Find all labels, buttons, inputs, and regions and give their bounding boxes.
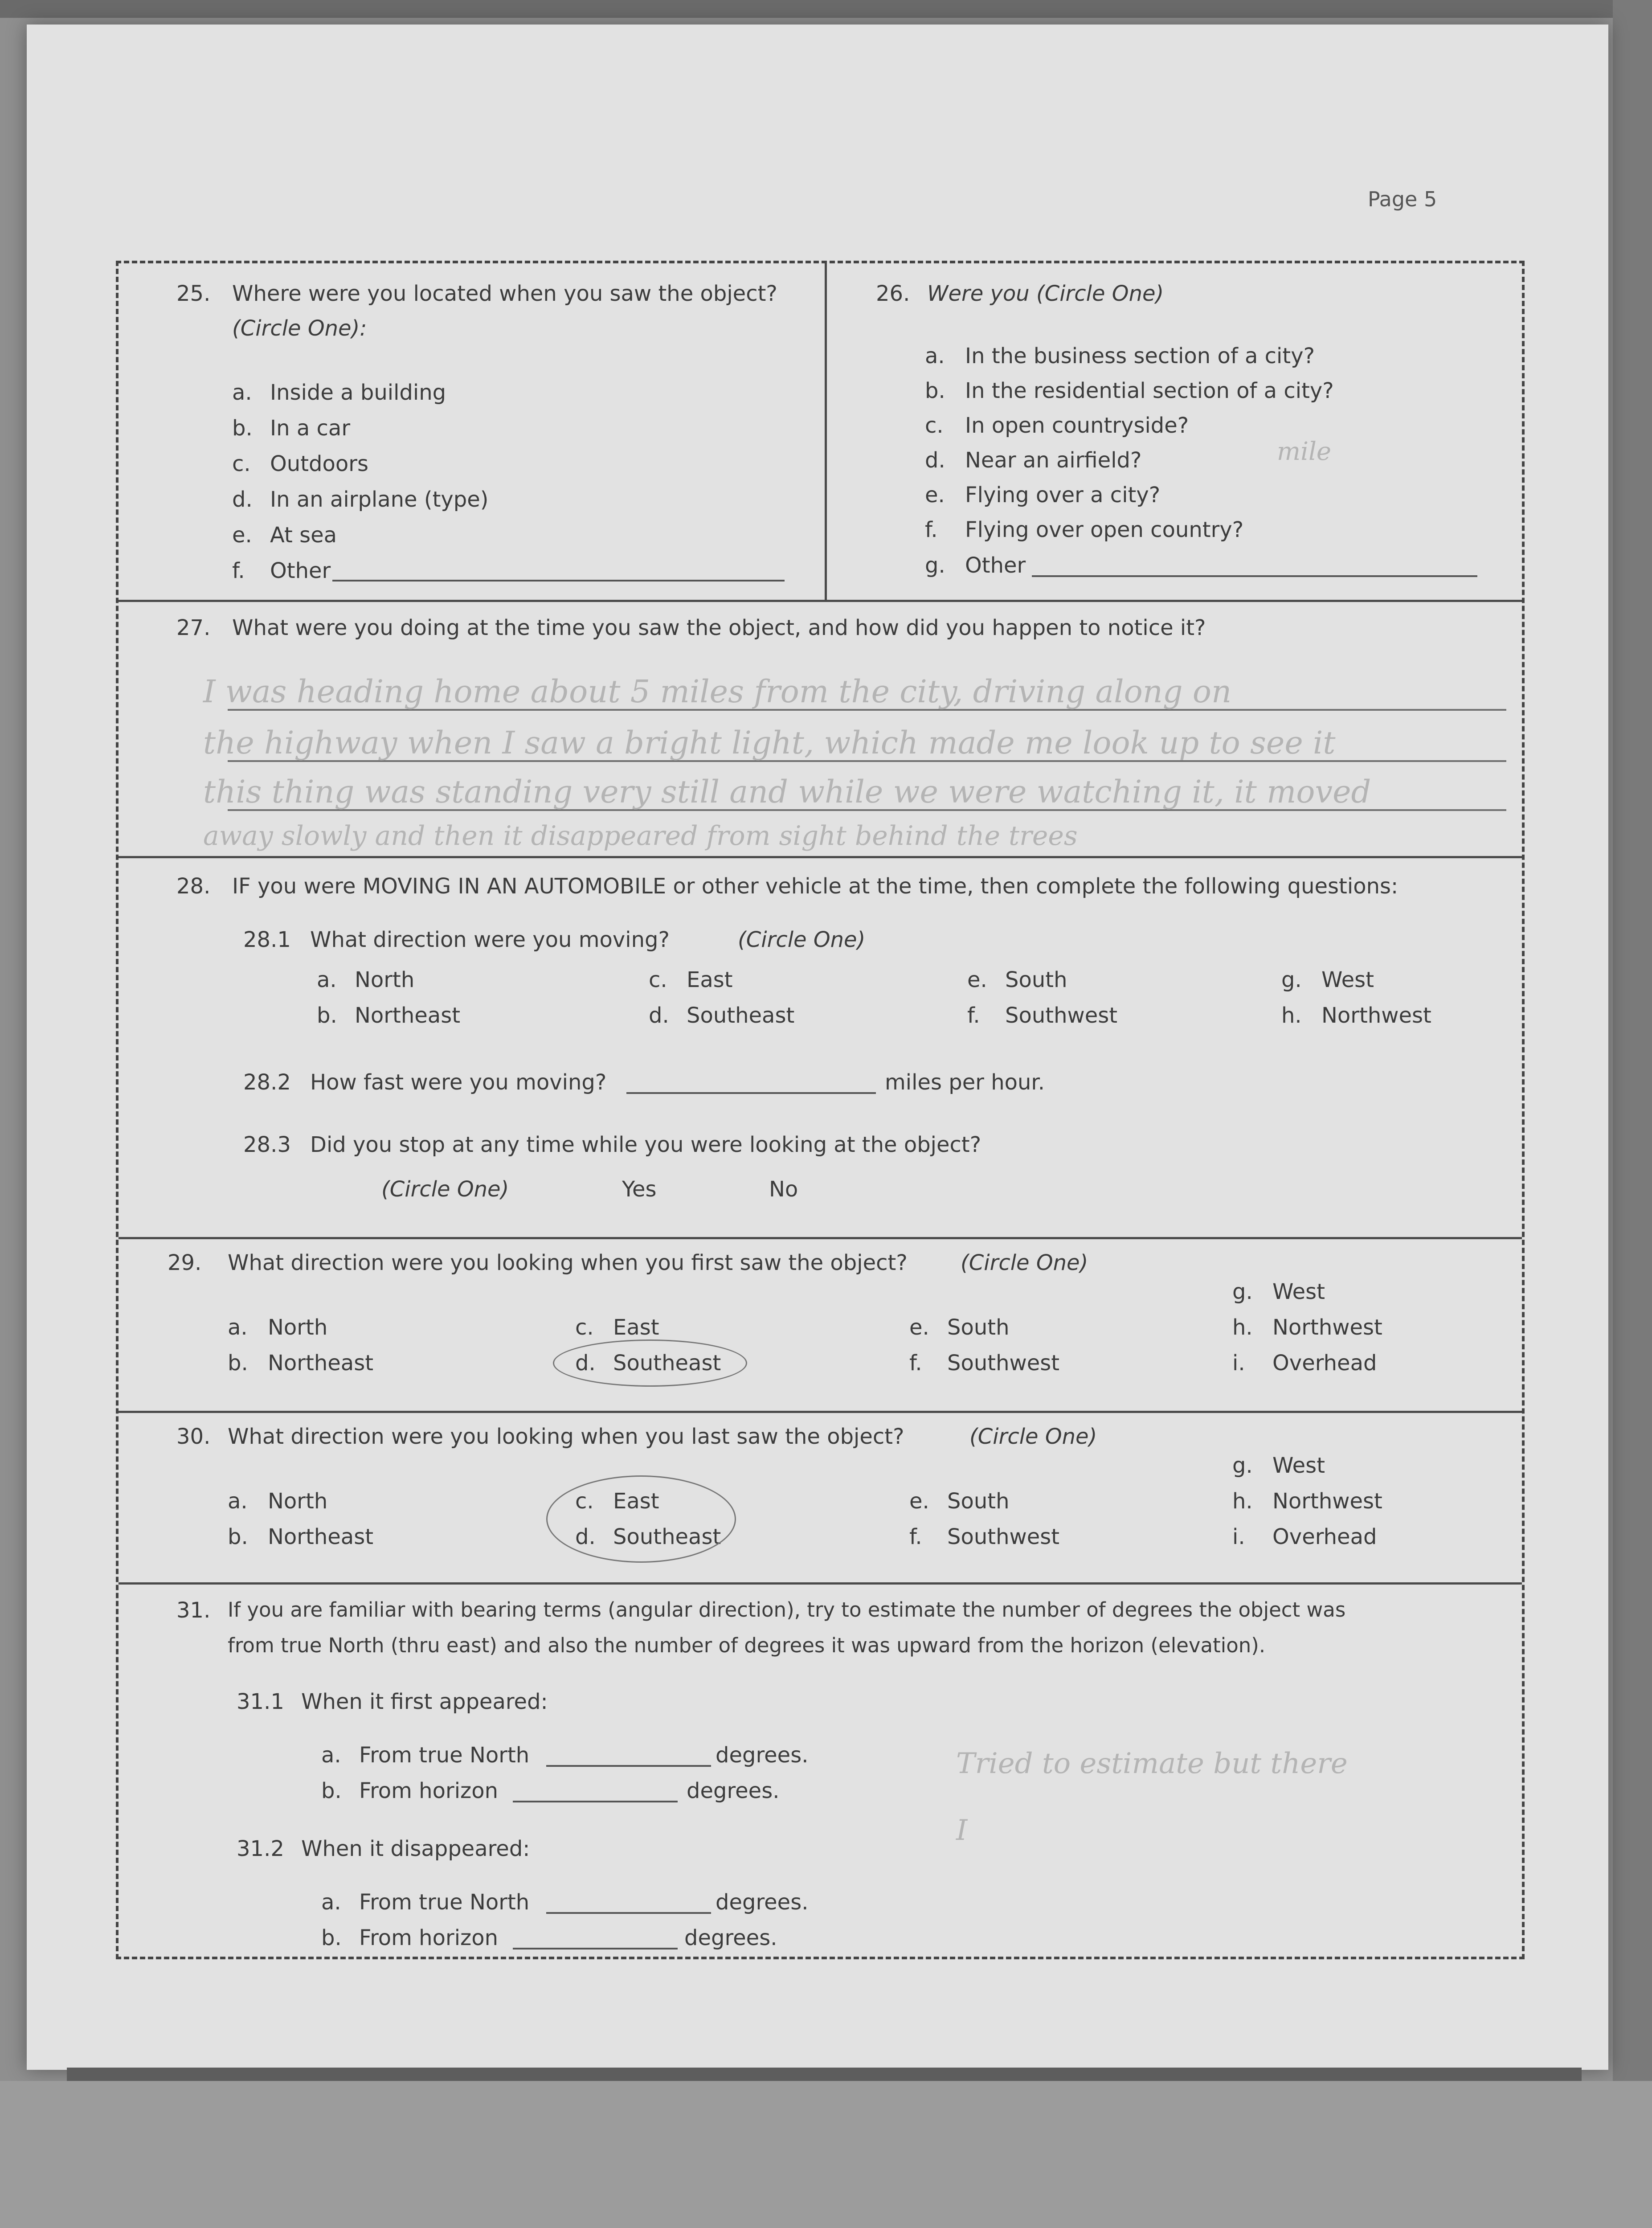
q28-option-northwest[interactable]: Northwest [1321,1003,1431,1028]
q27-number: 27. [176,615,211,640]
q25-option-inside-building[interactable]: Inside a building [270,380,446,405]
q25-instruction: (Circle One): [232,316,367,341]
q30-instruction: (Circle One) [969,1424,1097,1449]
divider-q28 [119,856,1522,858]
q30-option-northwest[interactable]: Northwest [1272,1489,1382,1514]
q26-option-letter[interactable]: d. [925,448,945,473]
q29-instruction: (Circle One) [961,1250,1088,1275]
q26-other-blank[interactable] [1032,557,1477,577]
q31-1-number: 31.1 [237,1689,284,1714]
q28-3-number: 28.3 [243,1132,291,1157]
q28-3-instruction: (Circle One) [381,1177,509,1202]
q28-option-letter[interactable]: d. [649,1003,669,1028]
q26-option-airfield[interactable]: Near an airfield? [965,448,1142,473]
q28-option-letter[interactable]: a. [317,967,337,992]
q29-option-letter[interactable]: c. [575,1315,594,1340]
q30-option-letter[interactable]: d. [575,1524,596,1549]
q30-option-letter[interactable]: f. [909,1524,922,1549]
divider-q30 [119,1411,1522,1413]
q28-option-letter[interactable]: e. [967,967,987,992]
q30-option-south[interactable]: South [947,1489,1010,1514]
form-page [27,25,1608,2070]
q25-option-letter[interactable]: b. [232,416,253,441]
q31-line-1: If you are familiar with bearing terms (angular direction), try to estimate the number of degrees the object was [228,1598,1346,1622]
q31-margin-note: I [956,1814,968,1847]
q26-option-letter[interactable]: a. [925,344,945,369]
q29-option-southeast[interactable]: Southeast [613,1351,721,1376]
q29-option-letter[interactable]: g. [1232,1279,1253,1304]
q28-2-number: 28.2 [243,1070,291,1095]
q27-handwriting-line: I was heading home about 5 miles from the city, driving along on [203,673,1232,710]
q29-southeast-circle-mark [553,1339,747,1387]
q27-handwriting-line: the highway when I saw a bright light, which made me look up to see it [203,725,1336,761]
q25-number: 25. [176,281,211,306]
q30-option-letter[interactable]: e. [909,1489,929,1514]
scan-right-edge [1613,0,1652,2228]
form-box [116,261,1525,1959]
q26-option-flying-city[interactable]: Flying over a city? [965,483,1161,508]
q28-option-letter[interactable]: c. [649,967,667,992]
q26-option-letter[interactable]: f. [925,517,938,542]
q29-option-northeast[interactable]: Northeast [268,1351,374,1376]
divider-q27 [119,600,1522,602]
q25-option-letter[interactable]: d. [232,487,253,512]
q31-1-b-letter: b. [321,1778,342,1803]
q29-option-letter[interactable]: f. [909,1351,922,1376]
q29-option-southwest[interactable]: Southwest [947,1351,1060,1376]
q27-handwriting-line: away slowly and then it disappeared from sight behind the trees [203,820,1078,852]
q29-option-letter[interactable]: h. [1232,1315,1253,1340]
q30-option-letter[interactable]: c. [575,1489,594,1514]
q29-option-west[interactable]: West [1272,1279,1325,1304]
q28-number: 28. [176,874,211,899]
q26-margin-note: mile [1277,437,1332,466]
q31-2-b-letter: b. [321,1925,342,1950]
q27-handwriting-line: this thing was standing very still and while we were watching it, it moved [203,774,1371,810]
q28-2-speed-blank[interactable] [626,1074,876,1094]
q26-option-business[interactable]: In the business section of a city? [965,344,1315,369]
q26-option-letter[interactable]: e. [925,483,945,508]
q30-question: What direction were you looking when you last saw the object? [228,1424,904,1449]
q29-option-north[interactable]: North [268,1315,328,1340]
q31-2-b-label: From horizon [359,1925,499,1950]
scan-top-edge [0,0,1652,18]
q26-option-residential[interactable]: In the residential section of a city? [965,378,1334,403]
q31-margin-note: Tried to estimate but there [956,1747,1348,1780]
q28-option-east[interactable]: East [687,967,733,992]
q26-option-letter[interactable]: g. [925,553,945,578]
q26-option-letter[interactable]: c. [925,413,944,438]
q30-option-west[interactable]: West [1272,1453,1325,1478]
paper-shadow [67,2068,1582,2081]
q31-1-b-label: From horizon [359,1778,499,1803]
q29-number: 29. [168,1250,202,1275]
q30-option-north[interactable]: North [268,1489,328,1514]
q31-1-question: When it first appeared: [301,1689,548,1714]
q28-3-yes[interactable]: Yes [622,1177,657,1202]
scan-background [0,2081,1652,2228]
q31-2-a-letter: a. [321,1890,341,1915]
q30-option-southeast[interactable]: Southeast [613,1524,721,1549]
q31-2-horizon-blank[interactable] [513,1930,678,1950]
q31-1-a-letter: a. [321,1743,341,1768]
q28-2-question: How fast were you moving? [310,1070,607,1095]
q30-number: 30. [176,1424,211,1449]
q25-option-in-car[interactable]: In a car [270,416,351,441]
q28-1-instruction: (Circle One) [738,927,866,952]
q28-option-letter[interactable]: b. [317,1003,337,1028]
q28-1-question: What direction were you moving? [310,927,670,952]
q26-option-other[interactable]: Other [965,553,1026,578]
q30-option-overhead[interactable]: Overhead [1272,1524,1377,1549]
q29-option-northwest[interactable]: Northwest [1272,1315,1382,1340]
q31-1-horizon-blank[interactable] [513,1783,678,1802]
q31-2-number: 31.2 [237,1836,284,1861]
q29-question: What direction were you looking when you first saw the object? [228,1250,908,1275]
q29-option-letter[interactable]: b. [228,1351,248,1376]
q30-option-letter[interactable]: h. [1232,1489,1253,1514]
q31-2-question: When it disappeared: [301,1836,530,1861]
q31-2-north-blank[interactable] [546,1894,711,1914]
q29-option-letter[interactable]: a. [228,1315,248,1340]
q31-2-a-suffix: degrees. [716,1890,809,1915]
q25-option-at-sea[interactable]: At sea [270,523,337,548]
q27-question: What were you doing at the time you saw the object, and how did you happen to notice it? [232,615,1206,640]
q28-option-northeast[interactable]: Northeast [355,1003,461,1028]
q28-option-west[interactable]: West [1321,967,1374,992]
q25-option-airplane[interactable]: In an airplane (type) [270,487,489,512]
q25-option-outdoors[interactable]: Outdoors [270,451,368,476]
q25-other-blank[interactable] [332,562,785,582]
q28-3-no[interactable]: No [769,1177,798,1202]
q25-question: Where were you located when you saw the object? [232,281,777,306]
divider-q31 [119,1582,1522,1585]
q28-option-southwest[interactable]: Southwest [1005,1003,1118,1028]
q31-1-a-label: From true North [359,1743,530,1768]
q30-option-northeast[interactable]: Northeast [268,1524,374,1549]
q26-number: 26. [876,281,910,306]
q30-option-southwest[interactable]: Southwest [947,1524,1060,1549]
q25-option-letter[interactable]: a. [232,380,252,405]
q31-2-a-label: From true North [359,1890,530,1915]
q29-option-east[interactable]: East [613,1315,659,1340]
q25-option-letter[interactable]: e. [232,523,252,548]
q29-option-letter[interactable]: e. [909,1315,929,1340]
q31-1-a-suffix: degrees. [716,1743,809,1768]
q31-number: 31. [176,1598,211,1623]
q28-option-south[interactable]: South [1005,967,1067,992]
q29-option-south[interactable]: South [947,1315,1010,1340]
q30-option-letter[interactable]: a. [228,1489,248,1514]
q28-question: IF you were MOVING IN AN AUTOMOBILE or other vehicle at the time, then complete the following questions: [232,874,1398,899]
q29-option-letter[interactable]: d. [575,1351,596,1376]
q26-option-flying-country[interactable]: Flying over open country? [965,517,1244,542]
q28-option-southeast[interactable]: Southeast [687,1003,795,1028]
divider-q29 [119,1237,1522,1239]
q26-question: Were you (Circle One) [927,281,1164,306]
q30-east-circle-mark [546,1475,736,1563]
q26-option-countryside[interactable]: In open countryside? [965,413,1189,438]
q26-option-letter[interactable]: b. [925,378,945,403]
q30-option-east[interactable]: East [613,1489,659,1514]
q31-line-2: from true North (thru east) and also the number of degrees it was upward from the horizon (elevation). [228,1634,1266,1657]
q25-option-letter[interactable]: c. [232,451,251,476]
q25-option-other[interactable]: Other [270,558,331,583]
q28-2-suffix: miles per hour. [885,1070,1045,1095]
q29-option-overhead[interactable]: Overhead [1272,1351,1377,1376]
q31-1-b-suffix: degrees. [687,1778,780,1803]
q28-option-letter[interactable]: h. [1281,1003,1302,1028]
q28-1-number: 28.1 [243,927,291,952]
q30-option-letter[interactable]: g. [1232,1453,1253,1478]
q28-option-letter[interactable]: f. [967,1003,980,1028]
divider-25-26 [825,263,827,600]
q25-option-letter[interactable]: f. [232,558,245,583]
q28-option-north[interactable]: North [355,967,415,992]
q30-option-letter[interactable]: b. [228,1524,248,1549]
page-number: Page 5 [1368,187,1437,211]
q30-option-letter[interactable]: i. [1232,1524,1245,1549]
q28-option-letter[interactable]: g. [1281,967,1302,992]
q31-1-north-blank[interactable] [546,1747,711,1767]
q29-option-letter[interactable]: i. [1232,1351,1245,1376]
q28-3-question: Did you stop at any time while you were looking at the object? [310,1132,981,1157]
q31-2-b-suffix: degrees. [684,1925,777,1950]
